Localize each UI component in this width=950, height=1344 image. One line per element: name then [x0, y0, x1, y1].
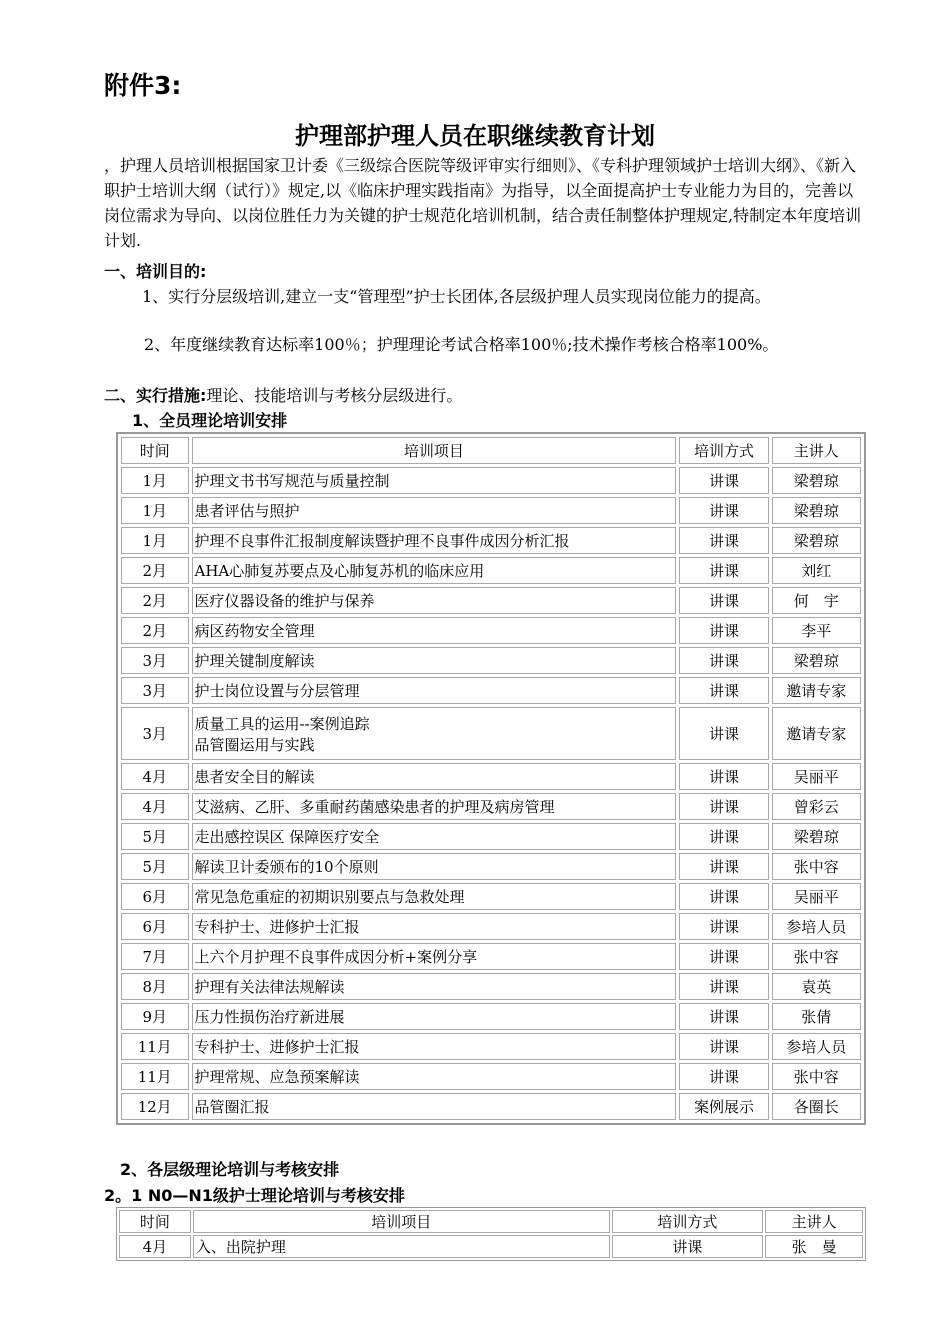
section1-heading: 一、培训目的: — [104, 262, 207, 281]
cell-speaker: 参培人员 — [772, 913, 861, 940]
cell-topic — [192, 707, 677, 760]
cell-topic: 入、出院护理 — [193, 1235, 610, 1258]
section2-heading-rest: 理论、技能培训与考核分层级进行。 — [206, 386, 463, 405]
cell-speaker: 曾彩云 — [772, 793, 861, 820]
cell-speaker: 张中容 — [772, 943, 861, 970]
cell-month: 1月 — [121, 467, 189, 494]
cell-speaker: 邀请专家 — [772, 707, 861, 760]
table-header-row — [121, 437, 861, 464]
cell-topic — [192, 497, 677, 524]
cell-topic — [192, 587, 677, 614]
cell-method: 讲课 — [679, 883, 768, 910]
topic-text: 上六个月护理不良事件成因分析+案例分享 — [194, 948, 478, 966]
topic-text: 质量工具的运用--案例追踪 — [194, 714, 370, 733]
cell-method: 讲课 — [679, 467, 768, 494]
topic-text: AHA心肺复苏要点及心肺复苏机的临床应用 — [194, 562, 485, 580]
cell-speaker: 张倩 — [772, 1003, 861, 1030]
cell-month: 5月 — [121, 823, 189, 850]
subsection-2-heading: 2、各层级理论培训与考核安排 — [120, 1160, 340, 1179]
full-staff-training-table — [116, 432, 866, 1125]
table-row — [121, 527, 861, 554]
table-row — [121, 943, 861, 970]
section2-heading-label: 二、实行措施: — [104, 386, 207, 405]
goal-2: 2、年度继续教育达标率100％；护理理论考试合格率100％;技术操作考核合格率100%。 — [144, 335, 779, 354]
header-topic: 培训项目 — [193, 1210, 610, 1233]
cell-method: 讲课 — [679, 617, 768, 644]
topic-text: 常见急危重症的初期识别要点与急救处理 — [194, 888, 465, 906]
cell-topic — [192, 1033, 677, 1060]
cell-topic — [192, 677, 677, 704]
cell-topic — [192, 793, 677, 820]
cell-topic — [192, 823, 677, 850]
topic-text: 专科护士、进修护士汇报 — [194, 1038, 360, 1056]
topic-text: 医疗仪器设备的维护与保养 — [194, 592, 375, 610]
cell-month: 3月 — [121, 647, 189, 674]
cell-speaker: 何 宇 — [772, 587, 861, 614]
table-row — [121, 913, 861, 940]
table-row — [121, 617, 861, 644]
cell-method: 讲课 — [679, 853, 768, 880]
cell-month: 12月 — [121, 1093, 189, 1120]
header-speaker: 主讲人 — [765, 1210, 863, 1233]
cell-topic — [192, 647, 677, 674]
cell-speaker: 梁碧琼 — [772, 497, 861, 524]
table-row — [121, 647, 861, 674]
cell-topic — [192, 763, 677, 790]
cell-month: 1月 — [121, 527, 189, 554]
cell-method: 讲课 — [679, 913, 768, 940]
cell-speaker: 梁碧琼 — [772, 467, 861, 494]
cell-method: 讲课 — [679, 943, 768, 970]
intro-paragraph: ，护理人员培训根据国家卫计委《三级综合医院等级评审实行细则》、《专科护理领域护士培训大纲》、《新入职护士培训大纲（试行）》规定,以《临床护理实践指南》为指导，以全面提高护士专业能力为目的，完善以岗位需求为导向、以岗位胜任力为关键的护士规范化培训机制，结合责任制整体护理规定,特制定本年度培训计划. — [104, 156, 862, 250]
header-topic: 培训项目 — [192, 437, 677, 464]
table-row — [121, 763, 861, 790]
topic-text: 病区药物安全管理 — [194, 622, 315, 640]
cell-topic — [192, 853, 677, 880]
cell-method: 讲课 — [679, 527, 768, 554]
header-time: 时间 — [121, 437, 189, 464]
header-method: 培训方式 — [679, 437, 768, 464]
cell-speaker: 张中容 — [772, 1063, 861, 1090]
cell-method: 讲课 — [679, 793, 768, 820]
cell-month: 2月 — [121, 587, 189, 614]
table-row — [121, 467, 861, 494]
topic-text: 护理不良事件汇报制度解读暨护理不良事件成因分析汇报 — [194, 532, 570, 550]
cell-speaker: 梁碧琼 — [772, 647, 861, 674]
topic-text: 护理文书书写规范与质量控制 — [194, 472, 390, 490]
cell-topic — [192, 883, 677, 910]
cell-speaker: 参培人员 — [772, 1033, 861, 1060]
cell-method: 讲课 — [679, 677, 768, 704]
cell-topic — [192, 1063, 677, 1090]
cell-method: 讲课 — [679, 1063, 768, 1090]
table-row — [121, 677, 861, 704]
cell-month: 3月 — [121, 677, 189, 704]
table-row — [121, 1033, 861, 1060]
cell-month: 11月 — [121, 1063, 189, 1090]
goal-1: 1、实行分层级培训,建立一支“管理型”护士长团体,各层级护理人员实现岗位能力的提高。 — [142, 287, 771, 306]
cell-method: 讲课 — [612, 1235, 764, 1258]
subsection-1-heading: 1、全员理论培训安排 — [132, 411, 288, 430]
table-row — [121, 1093, 861, 1120]
cell-method: 讲课 — [679, 1003, 768, 1030]
table-row — [121, 793, 861, 820]
cell-month: 3月 — [121, 707, 189, 760]
topic-text: 患者安全目的解读 — [194, 768, 315, 786]
header-time: 时间 — [119, 1210, 191, 1233]
cell-month: 9月 — [121, 1003, 189, 1030]
cell-month: 7月 — [121, 943, 189, 970]
table-header-row — [119, 1210, 863, 1233]
cell-month: 2月 — [121, 557, 189, 584]
cell-speaker: 吴丽平 — [772, 883, 861, 910]
topic-text: 护士岗位设置与分层管理 — [194, 682, 360, 700]
cell-speaker: 各圈长 — [772, 1093, 861, 1120]
document-title: 护理部护理人员在职继续教育计划 — [295, 122, 655, 150]
cell-speaker: 张中容 — [772, 853, 861, 880]
cell-method: 讲课 — [679, 557, 768, 584]
subsection-2-1-heading: 2。1 N0—N1级护士理论培训与考核安排 — [104, 1186, 405, 1205]
cell-method: 讲课 — [679, 647, 768, 674]
cell-speaker: 邀请专家 — [772, 677, 861, 704]
topic-text: 压力性损伤治疗新进展 — [194, 1008, 345, 1026]
cell-method: 讲课 — [679, 707, 768, 760]
cell-topic — [192, 1003, 677, 1030]
table-row — [121, 973, 861, 1000]
table-row — [121, 557, 861, 584]
topic-text: 解读卫计委颁布的10个原则 — [194, 858, 379, 876]
cell-topic — [192, 467, 677, 494]
cell-topic — [192, 1093, 677, 1120]
cell-month: 11月 — [121, 1033, 189, 1060]
table-row — [121, 1003, 861, 1030]
header-speaker: 主讲人 — [772, 437, 861, 464]
cell-method: 讲课 — [679, 823, 768, 850]
cell-speaker: 刘红 — [772, 557, 861, 584]
table-row — [121, 587, 861, 614]
table-row — [121, 883, 861, 910]
cell-speaker: 梁碧琼 — [772, 823, 861, 850]
cell-method: 案例展示 — [679, 1093, 768, 1120]
table-row — [121, 707, 861, 760]
cell-method: 讲课 — [679, 763, 768, 790]
cell-method: 讲课 — [679, 587, 768, 614]
topic-text: 艾滋病、乙肝、多重耐药菌感染患者的护理及病房管理 — [194, 798, 555, 816]
topic-text: 护理常规、应急预案解读 — [194, 1068, 360, 1086]
cell-speaker: 李平 — [772, 617, 861, 644]
cell-speaker: 吴丽平 — [772, 763, 861, 790]
cell-month: 5月 — [121, 853, 189, 880]
cell-speaker: 梁碧琼 — [772, 527, 861, 554]
cell-month: 6月 — [121, 913, 189, 940]
topic-text: 专科护士、进修护士汇报 — [194, 918, 360, 936]
header-method: 培训方式 — [612, 1210, 764, 1233]
topic-text: 品管圈汇报 — [194, 1098, 270, 1116]
n0-n1-training-table — [116, 1207, 866, 1261]
cell-month: 2月 — [121, 617, 189, 644]
topic-text-line2: 品管圈运用与实践 — [194, 735, 315, 754]
cell-topic — [192, 557, 677, 584]
cell-topic — [192, 973, 677, 1000]
table-row — [121, 497, 861, 524]
cell-month: 4月 — [119, 1235, 191, 1258]
cell-method: 讲课 — [679, 973, 768, 1000]
topic-text: 护理有关法律法规解读 — [194, 978, 345, 996]
cell-speaker: 袁英 — [772, 973, 861, 1000]
cell-topic — [192, 617, 677, 644]
cell-topic — [192, 527, 677, 554]
cell-method: 讲课 — [679, 497, 768, 524]
cell-speaker: 张 曼 — [765, 1235, 863, 1258]
cell-topic — [192, 913, 677, 940]
topic-text: 患者评估与照护 — [194, 502, 300, 520]
topic-text: 护理关键制度解读 — [194, 652, 315, 670]
cell-month: 4月 — [121, 763, 189, 790]
cell-month: 4月 — [121, 793, 189, 820]
cell-month: 8月 — [121, 973, 189, 1000]
table-row — [121, 1063, 861, 1090]
cell-month: 6月 — [121, 883, 189, 910]
table-row — [121, 853, 861, 880]
cell-method: 讲课 — [679, 1033, 768, 1060]
cell-month: 1月 — [121, 497, 189, 524]
cell-topic — [192, 943, 677, 970]
section2-heading — [104, 383, 462, 406]
table-row — [121, 823, 861, 850]
topic-text: 走出感控误区 保障医疗安全 — [194, 828, 380, 846]
table-row — [119, 1235, 863, 1258]
attachment-label: 附件3: — [104, 71, 182, 100]
